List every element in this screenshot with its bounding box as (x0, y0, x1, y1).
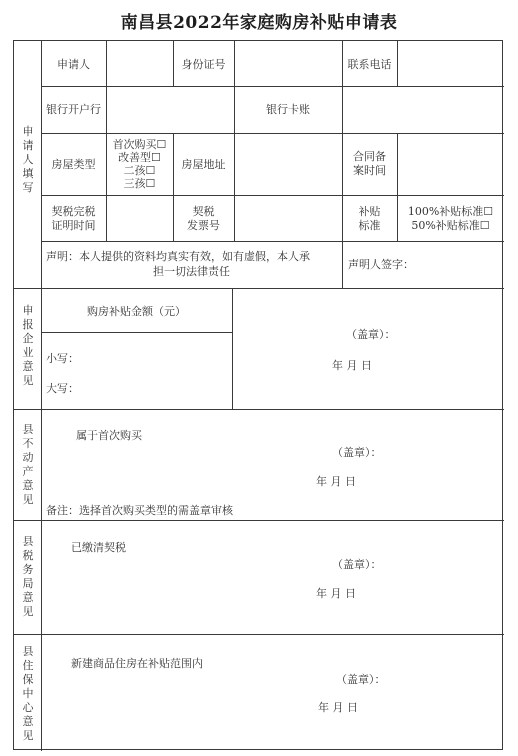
tax-time-label-1: 契税完税 (51, 205, 96, 218)
form-title: 南昌县2022年家庭购房补贴申请表 (120, 13, 398, 33)
option-second-child[interactable]: 二孩☐ (123, 164, 156, 177)
applicant-name-field[interactable] (107, 42, 173, 86)
housing-date-label: 年 月 日 (318, 701, 358, 714)
tax-invoice-field[interactable] (235, 196, 342, 241)
amount-lower-label: 小写： (46, 352, 79, 365)
signature-label: 声明人签字： (348, 258, 414, 271)
label-column-divider (41, 41, 42, 751)
phone-label: 联系电话 (347, 58, 392, 71)
contract-time-label-1: 合同备 (353, 150, 386, 163)
tax-invoice-label-1: 契税 (192, 205, 215, 218)
amount-lower-field[interactable] (84, 343, 230, 369)
section-divider (14, 288, 504, 289)
application-form (13, 40, 503, 750)
section-divider (14, 520, 504, 521)
section-label-tax: 县税务局意见 (22, 535, 34, 618)
amount-upper-field[interactable] (84, 374, 230, 400)
tax-time-field[interactable] (107, 196, 173, 241)
option-improvement[interactable]: 改善型☐ (118, 151, 161, 164)
tax-seal-label: （盖章）： (332, 558, 382, 571)
section-divider (14, 634, 504, 635)
option-first-purchase[interactable]: 首次购买☐ (112, 138, 167, 151)
section-label-enterprise: 申报企业意见 (22, 304, 34, 387)
subsidy-amount-label: 购房补贴金额（元） (87, 305, 186, 318)
tax-time-label-2: 证明时间 (51, 219, 96, 232)
contract-time-label-2: 案时间 (353, 164, 386, 177)
enterprise-date-label: 年 月 日 (332, 359, 372, 372)
id-number-label: 身份证号 (181, 58, 226, 71)
declaration-line-2: 担一切法律责任 (153, 265, 230, 278)
id-number-field[interactable] (235, 42, 342, 86)
tax-date-label: 年 月 日 (316, 587, 356, 600)
address-field[interactable] (235, 134, 342, 195)
housing-seal-label: （盖章）： (336, 673, 386, 686)
bank-card-label: 银行卡账 (266, 103, 310, 116)
section-label-housing: 县住保中心意见 (22, 645, 34, 742)
section-label-applicant: 申请人填写 (22, 125, 34, 194)
amount-upper-label: 大写： (46, 382, 79, 395)
subsidy-label-2: 标准 (358, 219, 381, 232)
contract-time-field[interactable] (398, 134, 503, 195)
section-divider (14, 409, 504, 410)
option-full-subsidy[interactable]: 100%补贴标准☐ (407, 205, 494, 218)
bank-card-field[interactable] (343, 87, 503, 133)
realestate-seal-label: （盖章）： (332, 446, 382, 459)
phone-field[interactable] (398, 42, 503, 86)
realestate-note: 备注：选择首次购买类型的需盖章审核 (46, 504, 233, 517)
realestate-date-label: 年 月 日 (316, 475, 356, 488)
bank-field[interactable] (107, 87, 234, 133)
option-half-subsidy[interactable]: 50%补贴标准☐ (411, 219, 490, 232)
tax-invoice-label-2: 发票号 (187, 219, 220, 232)
declaration-line-1: 声明：本人提供的资料均真实有效，如有虚假，本人承 (46, 250, 310, 263)
address-label: 房屋地址 (181, 158, 226, 171)
option-third-child[interactable]: 三孩☐ (123, 177, 156, 190)
house-type-label: 房屋类型 (51, 158, 96, 171)
signature-field[interactable] (414, 242, 503, 288)
section-label-realestate: 县不动产意见 (22, 423, 34, 506)
housing-opinion-text: 新建商品住房在补贴范围内 (71, 657, 203, 670)
realestate-opinion-text: 属于首次购买 (76, 429, 142, 442)
applicant-label: 申请人 (57, 58, 90, 71)
enterprise-seal-label: （盖章）： (346, 328, 396, 341)
bank-label: 银行开户行 (46, 103, 101, 116)
subsidy-label-1: 补贴 (358, 205, 381, 218)
tax-opinion-text: 已缴清契税 (71, 541, 126, 554)
